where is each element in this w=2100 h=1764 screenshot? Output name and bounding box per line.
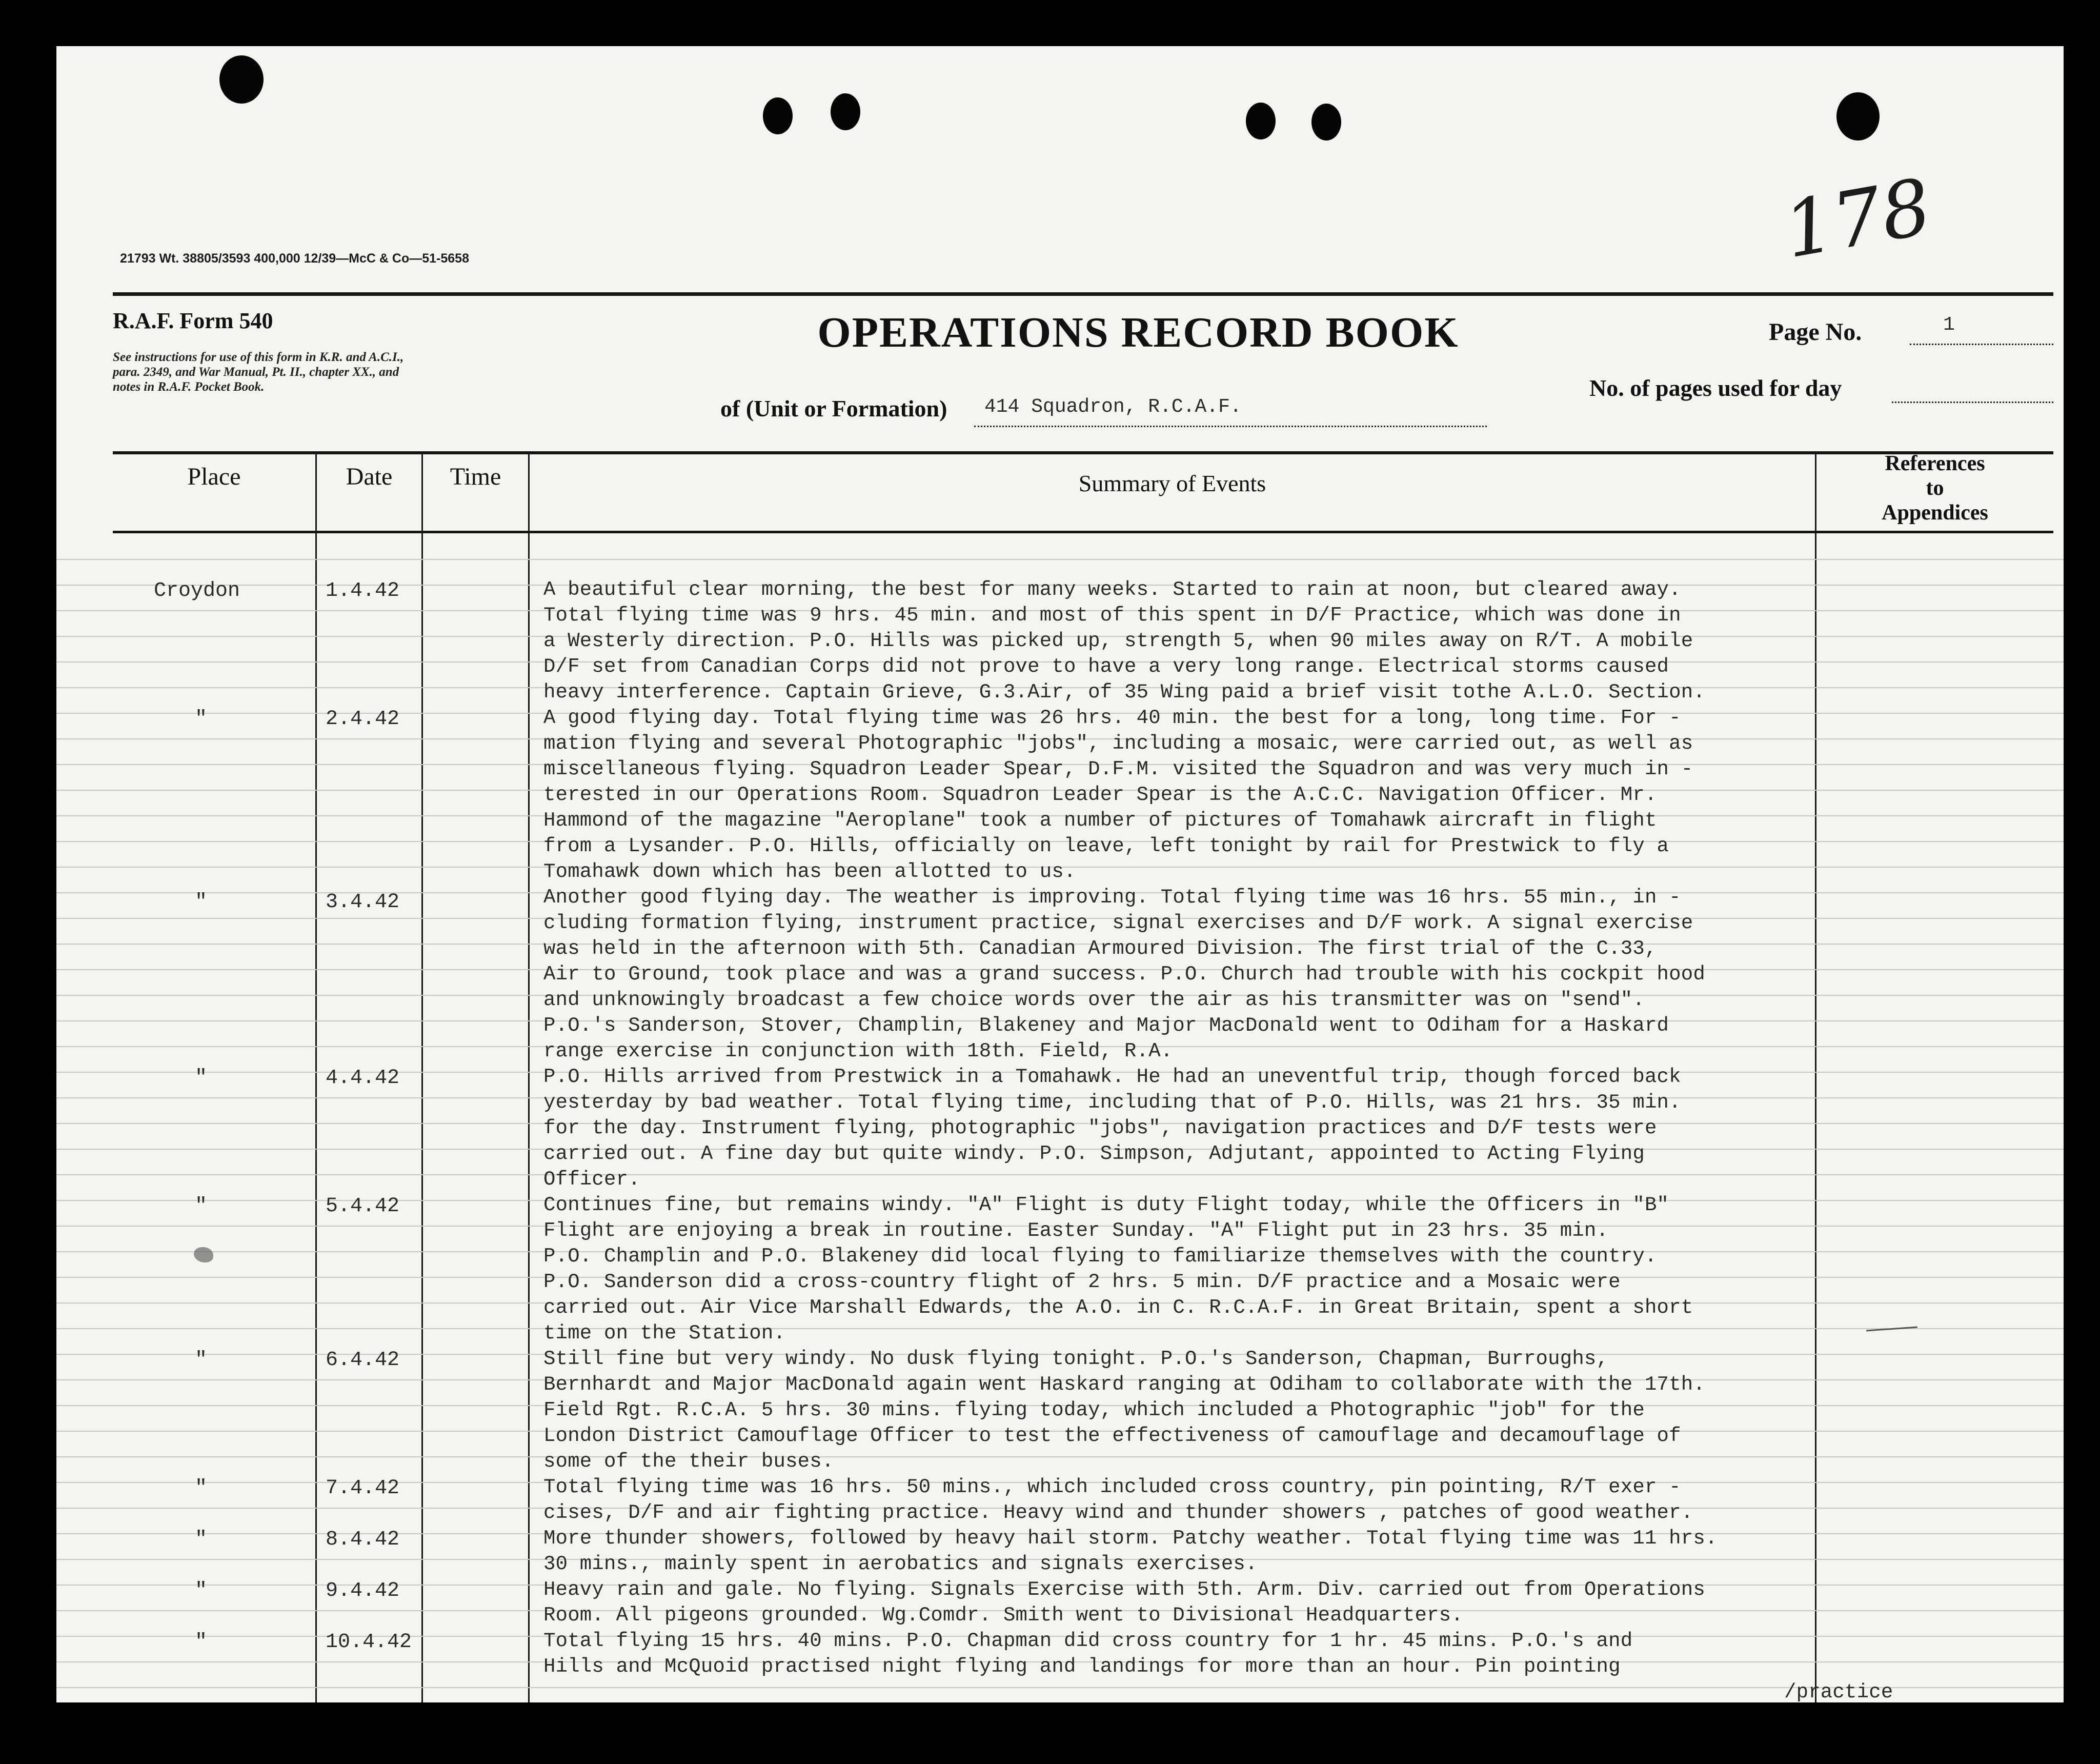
column-divider-summary-refs xyxy=(1815,451,1816,1702)
date-entry: 3.4.42 xyxy=(326,891,400,914)
summary-line: Field Rgt. R.C.A. 5 hrs. 30 mins. flying today, which included a Photographic "job" for the xyxy=(543,1399,1645,1421)
column-header-place: Place xyxy=(187,463,241,490)
binder-hole-small-1 xyxy=(763,97,793,134)
header-top-rule xyxy=(113,292,2053,296)
summary-line: range exercise in conjunction with 18th. Field, R.A. xyxy=(543,1040,1173,1063)
place-entry: " xyxy=(195,1067,208,1090)
summary-line: Hills and McQuoid practised night flying and landings for more than an hour. Pin pointing xyxy=(543,1655,1621,1678)
date-entry: 5.4.42 xyxy=(326,1195,400,1218)
summary-line: miscellaneous flying. Squadron Leader Spear, D.F.M. visited the Squadron and was very much in - xyxy=(543,758,1693,780)
summary-line: Hammond of the magazine "Aeroplane" took a number of pictures of Tomahawk aircraft in flight xyxy=(543,809,1657,832)
column-divider-time-summary xyxy=(528,451,530,1702)
place-entry: " xyxy=(195,1477,208,1500)
summary-line: Room. All pigeons grounded. Wg.Comdr. Smith went to Divisional Headquarters. xyxy=(543,1604,1463,1627)
instruction-line: notes in R.A.F. Pocket Book. xyxy=(113,380,265,394)
column-divider-place-date xyxy=(315,451,317,1702)
date-entry: 2.4.42 xyxy=(326,708,400,731)
summary-line: for the day. Instrument flying, photographic "jobs", navigation practices and D/F tests were xyxy=(543,1117,1657,1139)
place-entry: " xyxy=(195,1631,208,1654)
summary-line: Continues fine, but remains windy. "A" Flight is duty Flight today, while the Officers in "B" xyxy=(543,1194,1669,1216)
summary-line: a Westerly direction. P.O. Hills was picked up, strength 5, when 90 miles away on R/T. A mobile xyxy=(543,630,1693,652)
summary-line: cluding formation flying, instrument practice, signal exercises and D/F work. A signal exercise xyxy=(543,912,1693,934)
date-entry: 1.4.42 xyxy=(326,579,400,603)
place-entry: " xyxy=(195,708,208,731)
date-entry: 6.4.42 xyxy=(326,1349,400,1372)
instruction-line: para. 2349, and War Manual, Pt. II., chapter XX., and xyxy=(113,365,399,379)
summary-line: time on the Station. xyxy=(543,1322,786,1345)
references-line: Appendices xyxy=(1882,501,1988,525)
summary-line: A beautiful clear morning, the best for many weeks. Started to rain at noon, but cleared away. xyxy=(543,578,1681,601)
place-entry: " xyxy=(195,1579,208,1602)
summary-line: Bernhardt and Major MacDonald again went Haskard ranging at Odiham to collaborate with the 17th. xyxy=(543,1373,1705,1396)
header-bottom-rule xyxy=(113,531,2053,533)
summary-line: yesterday by bad weather. Total flying time, including that of P.O. Hills, was 21 hrs. 35 min. xyxy=(543,1091,1681,1114)
pages-used-underline xyxy=(1892,402,2053,403)
ruled-line xyxy=(56,559,2064,560)
pages-used-label: No. of pages used for day xyxy=(1589,375,1842,401)
binder-hole-small-2 xyxy=(831,93,860,130)
place-entry: " xyxy=(195,1195,208,1218)
summary-line: some of the their buses. xyxy=(543,1450,834,1473)
summary-line: P.O.'s Sanderson, Stover, Champlin, Blakeney and Major MacDonald went to Odiham for a Haskard xyxy=(543,1014,1669,1037)
unit-value: 414 Squadron, R.C.A.F. xyxy=(984,396,1242,418)
summary-line: Heavy rain and gale. No flying. Signals Exercise with 5th. Arm. Div. carried out from Operations xyxy=(543,1578,1705,1601)
summary-line: A good flying day. Total flying time was 26 hrs. 40 min. the best for a long, long time. For - xyxy=(543,707,1681,729)
summary-line: and unknowingly broadcast a few choice words over the air as his transmitter was on "send". xyxy=(543,989,1645,1011)
printer-code: 21793 Wt. 38805/3593 400,000 12/39—McC & Co—51-5658 xyxy=(120,251,469,266)
summary-line: Total flying 15 hrs. 40 mins. P.O. Chapman did cross country for 1 hr. 45 mins. P.O.'s and xyxy=(543,1630,1633,1652)
column-header-time: Time xyxy=(450,463,501,490)
summary-line: P.O. Sanderson did a cross-country flight of 2 hrs. 5 min. D/F practice and a Mosaic were xyxy=(543,1271,1621,1293)
date-entry: 7.4.42 xyxy=(326,1477,400,1500)
archive-stamp-number: 178 xyxy=(1778,162,1938,276)
summary-line: Total flying time was 9 hrs. 45 min. and most of this spent in D/F Practice, which was done in xyxy=(543,604,1681,627)
summary-line: D/F set from Canadian Corps did not prove to have a very long range. Electrical storms caused xyxy=(543,655,1669,678)
place-entry: " xyxy=(195,1349,208,1372)
ink-smudge xyxy=(194,1247,213,1262)
summary-line: was held in the afternoon with 5th. Canadian Armoured Division. The first trial of the C.33, xyxy=(543,937,1657,960)
summary-line: terested in our Operations Room. Squadron Leader Spear is the A.C.C. Navigation Officer. Mr. xyxy=(543,784,1657,806)
summary-of-events xyxy=(543,578,1893,1702)
binder-hole-small-4 xyxy=(1311,104,1341,141)
summary-line: /practice xyxy=(1784,1681,1893,1702)
place-entry: " xyxy=(195,1528,208,1551)
column-divider-date-time xyxy=(421,451,423,1702)
date-entry: 8.4.42 xyxy=(326,1528,400,1551)
summary-line: Officer. xyxy=(543,1168,640,1191)
summary-line: Air to Ground, took place and was a grand success. P.O. Church had trouble with his cockpit hood xyxy=(543,963,1705,986)
unit-underline xyxy=(974,426,1487,427)
summary-line: from a Lysander. P.O. Hills, officially on leave, left tonight by rail for Prestwick to fly a xyxy=(543,835,1669,857)
page-no-underline xyxy=(1910,344,2053,345)
place-entry: Croydon xyxy=(154,579,240,603)
summary-line: Tomahawk down which has been allotted to us. xyxy=(543,860,1076,883)
column-header-date: Date xyxy=(346,463,393,490)
summary-line: Another good flying day. The weather is improving. Total flying time was 16 hrs. 55 min., in - xyxy=(543,886,1681,909)
summary-line: cises, D/F and air fighting practice. Heavy wind and thunder showers , patches of good weather. xyxy=(543,1501,1693,1524)
page-title: OPERATIONS RECORD BOOK xyxy=(817,309,1459,356)
form-instructions xyxy=(113,350,403,394)
summary-line: P.O. Champlin and P.O. Blakeney did local flying to familiarize themselves with the country. xyxy=(543,1245,1657,1268)
summary-line: P.O. Hills arrived from Prestwick in a Tomahawk. He had an uneventful trip, though forced back xyxy=(543,1066,1681,1088)
summary-line: Still fine but very windy. No dusk flying tonight. P.O.'s Sanderson, Chapman, Burroughs, xyxy=(543,1348,1609,1370)
binder-hole-small-3 xyxy=(1246,103,1276,139)
date-entry: 10.4.42 xyxy=(326,1631,412,1654)
date-entry: 9.4.42 xyxy=(326,1579,400,1602)
form-name: R.A.F. Form 540 xyxy=(113,308,273,333)
column-header-references xyxy=(1816,451,2053,525)
binder-hole-left xyxy=(219,55,264,104)
references-line: to xyxy=(1926,476,1944,500)
summary-line: 30 mins., mainly spent in aerobatics and signals exercises. xyxy=(543,1553,1258,1575)
summary-line: heavy interference. Captain Grieve, G.3.Air, of 35 Wing paid a brief visit tothe A.L.O. Section. xyxy=(543,681,1705,704)
summary-line: Flight are enjoying a break in routine. Easter Sunday. "A" Flight put in 23 hrs. 35 min. xyxy=(543,1219,1609,1242)
place-entry: " xyxy=(195,891,208,914)
page-no-value: 1 xyxy=(1943,314,1955,336)
binder-hole-right xyxy=(1836,92,1880,141)
summary-line: Total flying time was 16 hrs. 50 mins., which included cross country, pin pointing, R/T exer - xyxy=(543,1476,1681,1498)
summary-line: mation flying and several Photographic "jobs", including a mosaic, were carried out, as well as xyxy=(543,732,1693,755)
references-line: References xyxy=(1885,452,1985,475)
column-header-summary: Summary of Events xyxy=(1078,470,1266,496)
instruction-line: See instructions for use of this form in K.R. and A.C.I., xyxy=(113,350,404,364)
summary-line: carried out. Air Vice Marshall Edwards, the A.O. in C. R.C.A.F. in Great Britain, spent a short xyxy=(543,1296,1693,1319)
form-sheet xyxy=(56,46,2064,1702)
table-top-rule xyxy=(113,451,2053,454)
summary-line: More thunder showers, followed by heavy hail storm. Patchy weather. Total flying time was 11 hrs. xyxy=(543,1527,1718,1550)
summary-line: London District Camouflage Officer to test the effectiveness of camouflage and decamouflage of xyxy=(543,1425,1681,1447)
date-entry: 4.4.42 xyxy=(326,1067,400,1090)
page-no-label: Page No. xyxy=(1769,318,1862,346)
unit-label: of (Unit or Formation) xyxy=(720,395,947,422)
summary-line: carried out. A fine day but quite windy. P.O. Simpson, Adjutant, appointed to Acting Flying xyxy=(543,1142,1645,1165)
